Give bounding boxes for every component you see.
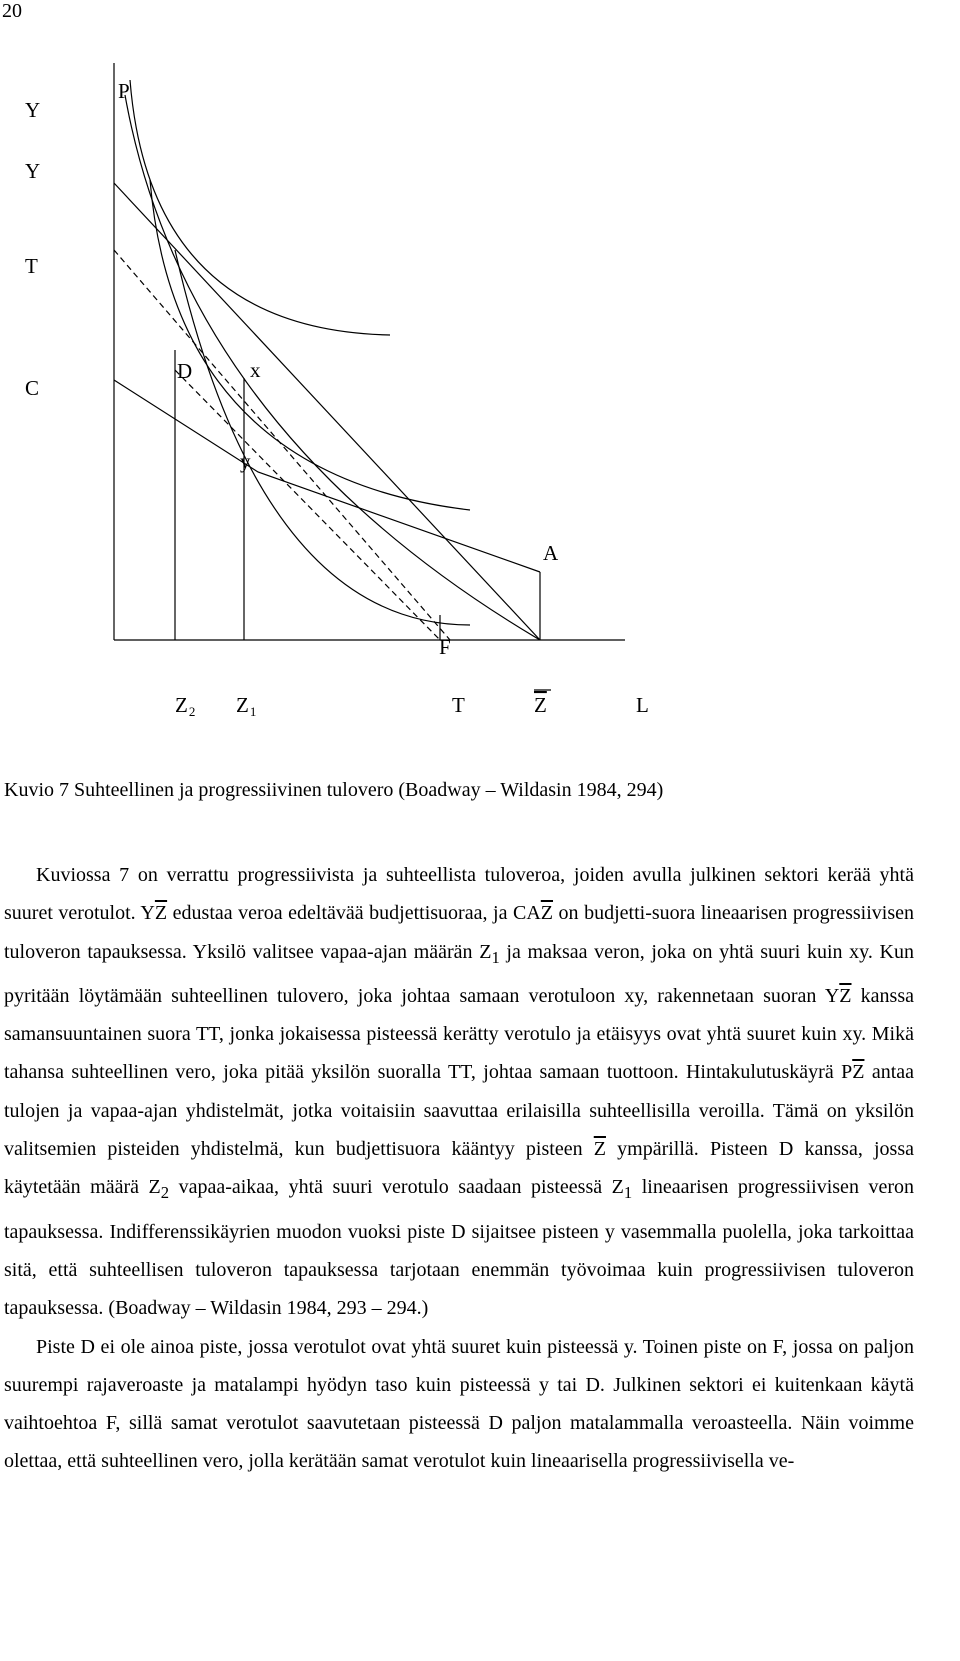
label-c-axis: C [25, 376, 40, 400]
label-d: D [177, 359, 193, 383]
indifference-curve-lower [175, 250, 470, 625]
label-y-top: Y [25, 98, 41, 122]
label-t-bottom: T [452, 693, 465, 717]
z-bar-inline: $\overline{Z}$ [154, 902, 168, 925]
figure-caption: Kuvio 7 Suhteellinen ja progressiivinen tulovero (Boadway – Wildasin 1984, 294) [4, 779, 664, 801]
paragraph-2: Piste D ei ole ainoa piste, jossa verotulot ovat yhtä suuret kuin pisteessä y. Toinen piste on F, jossa on paljon suurempi rajaveroaste ja matalampi hyödyn taso kuin pisteessä y tai D. Julkinen sektori ei kuitenkaan käytä vaihtoehtoa F, sillä samat verotulot saavutetaan pisteessä D paljon matalammalla veroasteella. Näin voimme olettaa, että suhteellinen vero, jolla kerätään samat verotulot kuin lineaarisella progressiivisella ve- [4, 1335, 914, 1473]
label-x: x [250, 358, 261, 382]
indifference-curve-middle [150, 180, 470, 510]
label-t-axis: T [25, 254, 38, 278]
label-f: F [439, 635, 451, 659]
z-bar-inline: $\overline{Z}$ [852, 1061, 865, 1084]
label-p: P [118, 79, 130, 103]
label-l: L [636, 693, 649, 717]
label-a: A [543, 541, 559, 565]
page-number: 20 [2, 0, 22, 22]
figure-tax-diagram [0, 0, 960, 730]
z-bar-inline: $\overline{Z}$ [593, 1138, 606, 1161]
paragraph-1: Kuviossa 7 on verrattu progressiivista ja suhteellista tuloveroa, joiden avulla julkinen sektori kerää yhtä suuret verotulot. $Y\overline{Z}$ edustaa veroa edeltävää budjettisuoraa, ja $CA\overline{Z}$ on budjetti-suora lineaarisen progressiivisen tuloveron tapauksessa. Yksilö valitsee vapaa-ajan määrän $Z_1$ ja maksaa veron, joka on yhtä suuri kuin xy. Kun pyritään löytämään suhteellinen tulovero, joka johtaa samaan verotuloon xy, rakennetaan suoran $Y\overline{Z}$ kanssa samansuuntainen suora TT, jonka jokaisessa pisteessä kerätty verotulo ja etäisyys ovat yhtä suuret kuin xy. Mikä tahansa suhteellinen vero, joka pitää yksilön suoralla TT, johtaa samaan tuottoon. Hintakulutuskäyrä $P\overline{Z}$ antaa tulojen ja vapaa-ajan yhdistelmät, jotka voitaisiin saavuttaa erilaisilla suhteellisilla veroilla. Tämä on yksilön valitsemien pisteiden yhdistelmä, kun budjettisuora kääntyy pisteen $\overline{Z}$ ympärillä. Pisteen D kanssa, jossa käytetään määrä $Z_2$ vapaa-aikaa, yhtä suuri verotulo saadaan pisteessä $Z_1$ lineaarisen progressiivisen veron tapauksessa. Indifferenssikäyrien muodon vuoksi piste D sijaitsee pisteen y vasemmalla puolella, joka tarkoittaa sitä, että suhteellisen tuloveron tapauksessa tarjotaan enemmän työvoimaa kuin progressiivisen tuloveron tapauksessa. (Boadway – Wildasin 1984, 293 – 294.) [4, 864, 915, 1320]
z-bar-inline: $\overline{Z}$ [839, 984, 852, 1007]
label-z-bar: Z [534, 693, 547, 717]
indifference-curve-upper [130, 80, 390, 335]
dashed-line-tt [114, 250, 450, 640]
dashed-line-df [175, 370, 440, 640]
label-y-bar: Y [25, 159, 41, 183]
label-y-point: y [240, 449, 251, 473]
label-z1: Z1 [236, 693, 257, 719]
z-bar-inline: $\overline{Z}$ [540, 902, 554, 925]
budget-line-caz [114, 380, 540, 572]
label-z2: Z2 [175, 693, 196, 719]
budget-line-yz [114, 183, 540, 640]
body-text [4, 856, 914, 1481]
